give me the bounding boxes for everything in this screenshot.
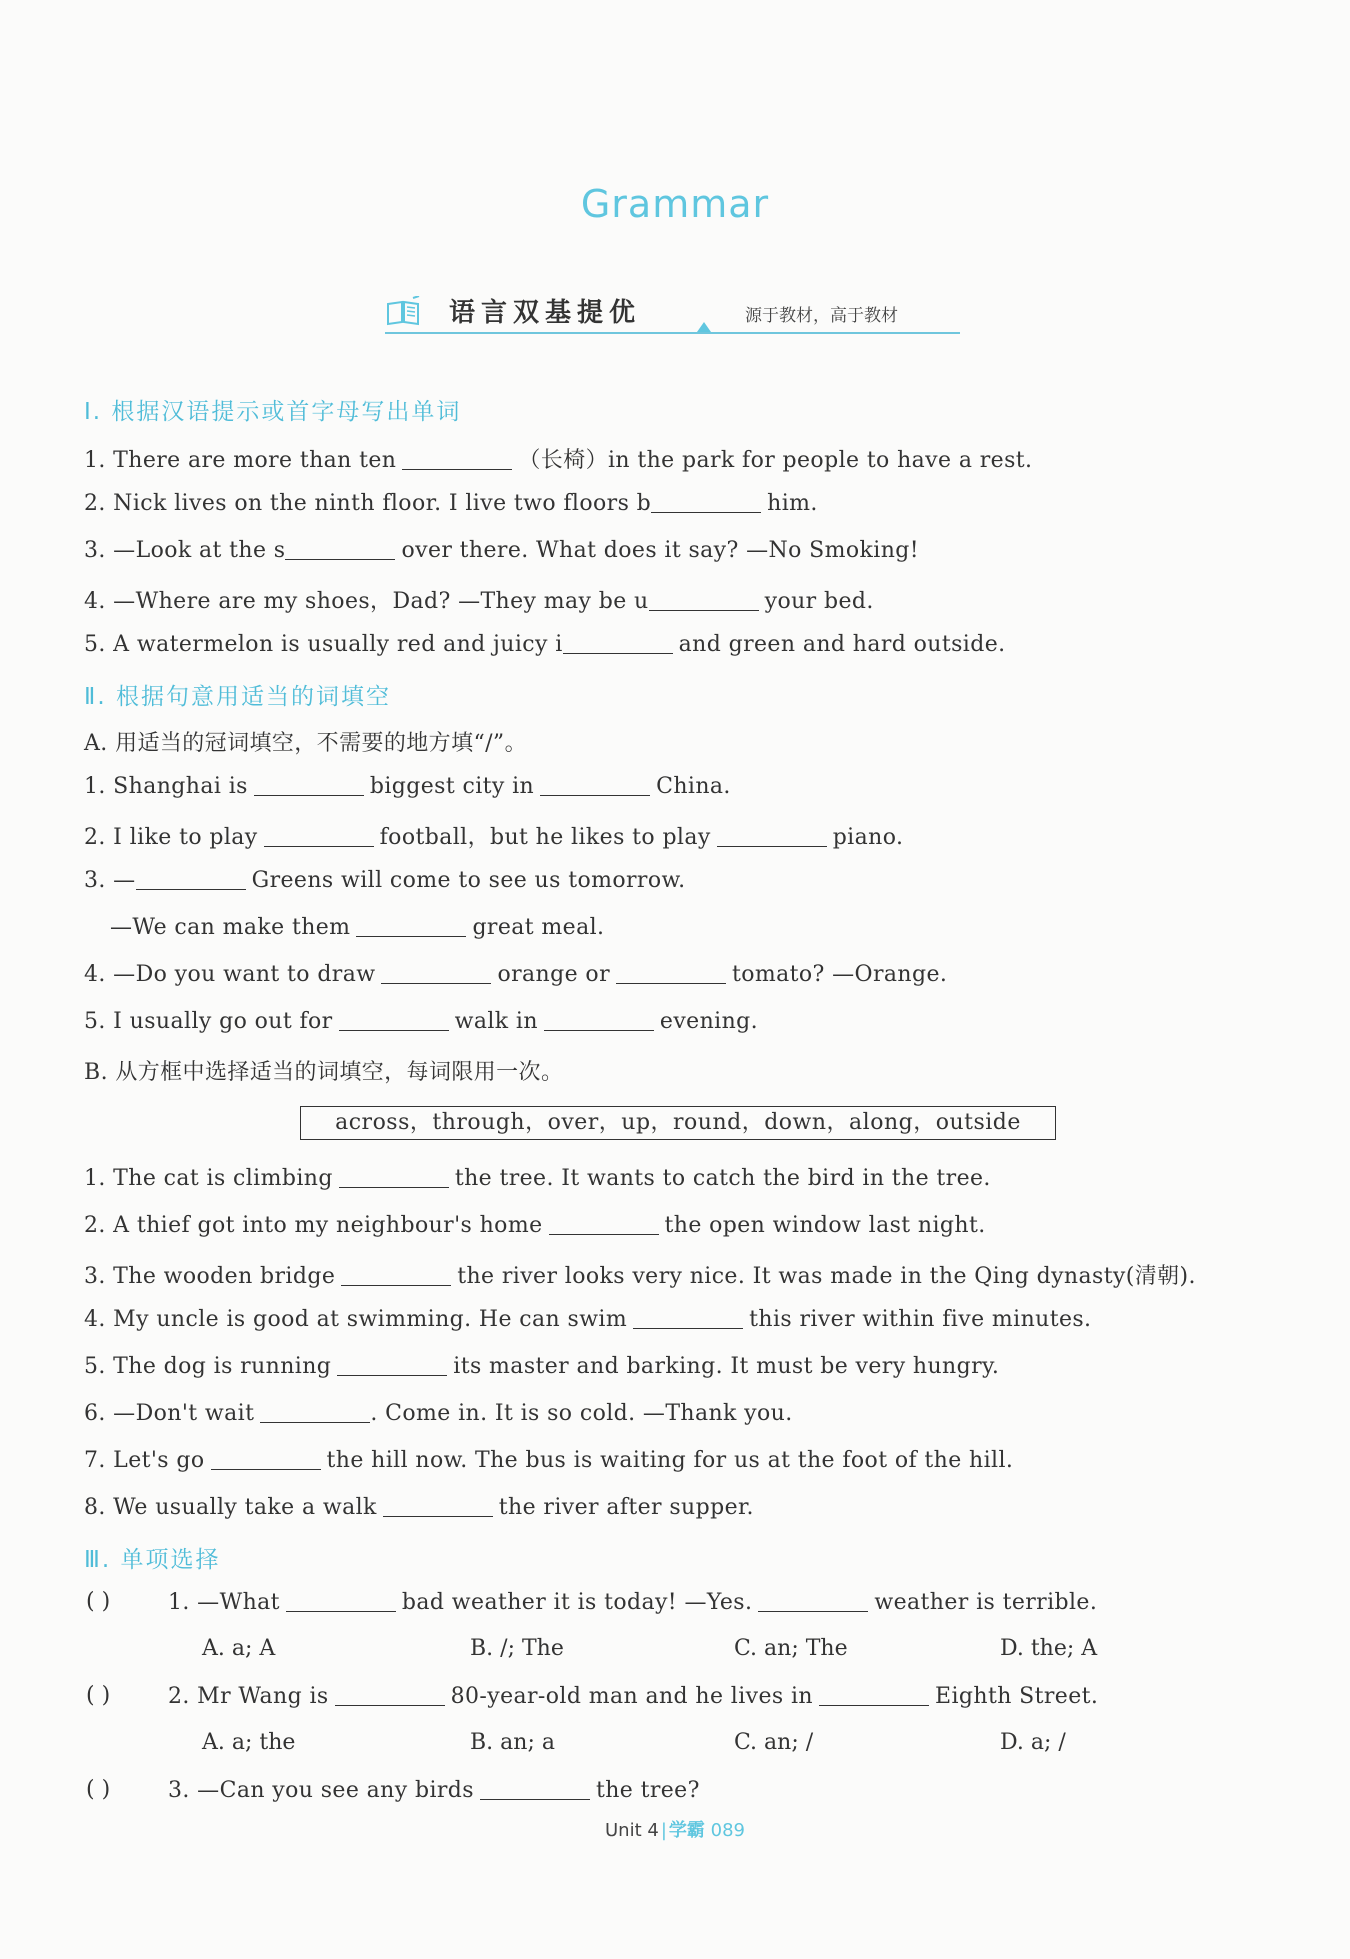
answer-blank[interactable] [339, 1165, 449, 1188]
answer-blank[interactable] [651, 490, 761, 513]
option-a[interactable]: A. a; the [202, 1730, 296, 1755]
answer-bracket[interactable]: ( ) [86, 1683, 111, 1708]
option-a[interactable]: A. a; A [202, 1636, 276, 1661]
s3-question-1: 1. —What bad weather it is today! —Yes. weather is terrible. [168, 1590, 1098, 1615]
option-d[interactable]: D. a; / [1000, 1730, 1066, 1755]
s2b-item-3: 3. The wooden bridge the river looks very nice. It was made in the Qing dynasty(清朝). [84, 1264, 1196, 1289]
s1-item-2: 2. Nick lives on the ninth floor. I live two floors b him. [84, 491, 818, 516]
answer-bracket[interactable]: ( ) [86, 1589, 111, 1614]
answer-blank[interactable] [616, 961, 726, 984]
option-c[interactable]: C. an; The [734, 1636, 848, 1661]
s2a-item-3: 3. — Greens will come to see us tomorrow. [84, 868, 686, 893]
answer-blank[interactable] [335, 1683, 445, 1706]
answer-blank[interactable] [563, 631, 673, 654]
answer-blank[interactable] [717, 824, 827, 847]
answer-blank[interactable] [819, 1683, 929, 1706]
page-footer [0, 1816, 1350, 1842]
s2b-item-1: 1. The cat is climbing the tree. It wants to catch the bird in the tree. [84, 1166, 991, 1191]
book-icon [385, 296, 421, 326]
answer-blank[interactable] [264, 824, 374, 847]
banner-subtitle: 源于教材，高于教材 [745, 306, 898, 326]
option-d[interactable]: D. the; A [1000, 1636, 1098, 1661]
s2a-item-4: 4. —Do you want to draw orange or tomato? —Orange. [84, 962, 948, 987]
s2a-item-3-reply: —We can make them great meal. [110, 915, 605, 940]
answer-blank[interactable] [383, 1494, 493, 1517]
s2a-item-1: 1. Shanghai is biggest city in China. [84, 774, 731, 799]
answer-blank[interactable] [381, 961, 491, 984]
answer-blank[interactable] [649, 588, 759, 611]
s3-question-2: 2. Mr Wang is 80-year-old man and he lives in Eighth Street. [168, 1684, 1099, 1709]
answer-blank[interactable] [480, 1777, 590, 1800]
answer-blank[interactable] [337, 1353, 447, 1376]
answer-blank[interactable] [544, 1008, 654, 1031]
s2a-item-2: 2. I like to play football，but he likes to play piano. [84, 825, 904, 850]
s1-item-4: 4. —Where are my shoes，Dad? —They may be u your bed. [84, 589, 874, 614]
footer-unit: Unit 4 [605, 1820, 659, 1841]
s2b-item-6: 6. —Don't wait . Come in. It is so cold. —Thank you. [84, 1401, 793, 1426]
option-b[interactable]: B. /; The [470, 1636, 564, 1661]
section-3-heading: Ⅲ. 单项选择 [84, 1547, 221, 1573]
answer-blank[interactable] [339, 1008, 449, 1031]
answer-blank[interactable] [285, 537, 395, 560]
section-banner [385, 290, 960, 334]
answer-blank[interactable] [254, 773, 364, 796]
s2a-item-5: 5. I usually go out for walk in evening. [84, 1009, 759, 1034]
s1-item-3: 3. —Look at the s over there. What does it say? —No Smoking! [84, 538, 920, 563]
section-2-heading: Ⅱ. 根据句意用适当的词填空 [84, 684, 391, 710]
section-1-heading: Ⅰ. 根据汉语提示或首字母写出单词 [84, 399, 462, 425]
option-c[interactable]: C. an; / [734, 1730, 814, 1755]
s1-item-5: 5. A watermelon is usually red and juicy i and green and hard outside. [84, 632, 1006, 657]
answer-blank[interactable] [402, 447, 512, 470]
option-b[interactable]: B. an; a [470, 1730, 555, 1755]
banner-triangle-icon [697, 322, 711, 332]
answer-blank[interactable] [211, 1447, 321, 1470]
page-number: 089 [710, 1820, 745, 1841]
s2-partB-instruction: B. 从方框中选择适当的词填空，每词限用一次。 [84, 1060, 564, 1085]
answer-blank[interactable] [758, 1589, 868, 1612]
word-box: across，through，over，up，round，down，along，outside [300, 1106, 1056, 1140]
banner-underline [385, 332, 960, 334]
answer-blank[interactable] [549, 1212, 659, 1235]
page-title: Grammar [580, 182, 770, 226]
answer-blank[interactable] [341, 1263, 451, 1286]
s2-partA-instruction: A. 用适当的冠词填空，不需要的地方填“/”。 [84, 731, 527, 756]
s2b-item-8: 8. We usually take a walk the river after supper. [84, 1495, 754, 1520]
s2b-item-7: 7. Let's go the hill now. The bus is waiting for us at the foot of the hill. [84, 1448, 1014, 1473]
s2b-item-5: 5. The dog is running its master and barking. It must be very hungry. [84, 1354, 1000, 1379]
answer-blank[interactable] [136, 867, 246, 890]
answer-blank[interactable] [633, 1306, 743, 1329]
answer-blank[interactable] [540, 773, 650, 796]
answer-blank[interactable] [286, 1589, 396, 1612]
s1-item-1: 1. There are more than ten （长椅）in the park for people to have a rest. [84, 448, 1033, 473]
footer-brand: 学霸 [668, 1820, 705, 1841]
s2b-item-2: 2. A thief got into my neighbour's home the open window last night. [84, 1213, 986, 1238]
answer-bracket[interactable]: ( ) [86, 1777, 111, 1802]
banner-title: 语言双基提优 [449, 298, 642, 328]
answer-blank[interactable] [356, 914, 466, 937]
s3-question-3: 3. —Can you see any birds the tree? [168, 1778, 700, 1803]
s2b-item-4: 4. My uncle is good at swimming. He can swim this river within five minutes. [84, 1307, 1092, 1332]
footer-separator: | [660, 1820, 667, 1841]
answer-blank[interactable] [260, 1400, 370, 1423]
